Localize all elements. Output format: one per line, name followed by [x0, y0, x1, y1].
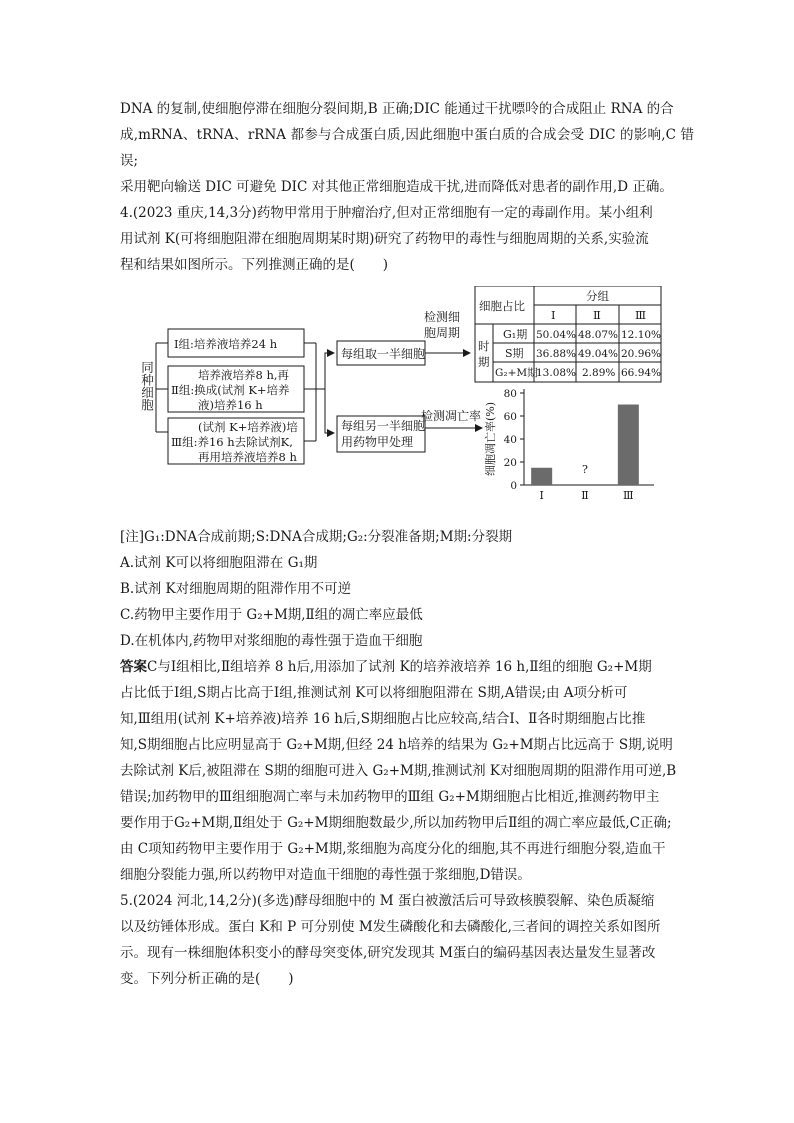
text-line	[120, 252, 694, 278]
chart-y-tick-label: 60	[503, 411, 517, 423]
option-b: B.试剂 K对细胞周期的阻滞作用不可逆	[120, 581, 352, 597]
figure-svg	[120, 286, 694, 518]
text-line: 错误;加药物甲的Ⅲ组细胞凋亡率与未加药物甲的Ⅲ组 G₂+M期细胞占比相近,推测药物甲主	[120, 789, 660, 805]
group-3-line: 再用培养液培养8 h	[198, 450, 297, 464]
answer-label: 答案	[120, 659, 147, 675]
answer-text: C与Ⅰ组相比,Ⅱ组培养 8 h后,用添加了试剂 K的培养液培养 16 h,Ⅱ组的细胞 G₂+M期	[147, 659, 652, 675]
text-line: 示。现有一株细胞体积变小的酵母突变体,研究发现其 M蛋白的编码基因表达量发生显著改	[120, 945, 656, 961]
table-cell: 20.96%	[621, 348, 662, 360]
table-group-header: 分组	[586, 289, 609, 303]
group-2-line: Ⅱ组:换成(试剂 K+培养	[171, 383, 290, 397]
table-cell: 49.04%	[578, 348, 619, 360]
options-list	[120, 550, 694, 654]
answer-explanation	[120, 654, 694, 888]
chart-x-tick-label: Ⅲ	[623, 489, 634, 502]
text-line: 由 C项知药物甲主要作用于 G₂+M期,浆细胞为高度分化的细胞,其不再进行细胞分裂,造血干	[120, 841, 666, 857]
arrow-1-line: 胞周期	[424, 326, 461, 340]
option-d: D.在机体内,药物甲对浆细胞的毒性强于造血干细胞	[120, 633, 423, 649]
text-line	[120, 966, 694, 992]
chart-x-tick-label: Ⅰ	[539, 489, 544, 502]
table-row-header: 时	[478, 339, 490, 353]
table-corner: 细胞占比	[479, 299, 525, 313]
text-line: 知,Ⅲ组用(试剂 K+培养液)培养 16 h后,S期细胞占比应较高,结合Ⅰ、Ⅱ各时期细胞占比推	[120, 711, 646, 727]
table-cell: 36.88%	[536, 348, 577, 360]
text-line: DNA 的复制,使细胞停滞在细胞分裂间期,B 正确;DIC 能通过干扰嘌呤的合成阻止 RNA 的合	[120, 101, 674, 117]
chart-bar	[531, 468, 552, 485]
chart-y-tick-label: 40	[503, 434, 517, 446]
table-row-label: G₂+M期	[495, 367, 538, 379]
experiment-figure	[120, 286, 694, 518]
text-line: 采用靶向输送 DIC 可避免 DIC 对其他正常细胞造成干扰,进而降低对患者的副作用,D 正确。	[120, 179, 673, 195]
table-cell: 12.10%	[621, 329, 662, 341]
text-line: 知,S期细胞占比应明显高于 G₂+M期,但经 24 h培养的结果为 G₂+M期占比远高于 S期,说明	[120, 737, 673, 753]
figure-note: [注]G₁:DNA合成前期;S:DNA合成期;G₂:分裂准备期;M期:分裂期	[120, 529, 513, 545]
text-line: 以及纺锤体形成。蛋白 K和 P 可分别使 M发生磷酸化和去磷酸化,三者间的调控关系如图所	[120, 919, 661, 935]
table-col-header: Ⅰ	[551, 308, 556, 322]
table-row-header: 期	[478, 355, 490, 369]
table-cell: 2.89%	[582, 367, 616, 379]
text-line: 去除试剂 K后,被阻滞在 S期的细胞可进入 G₂+M期,推测试剂 K对细胞周期的阻滞作用可逆,B	[120, 763, 677, 779]
intro-paragraph	[120, 96, 694, 200]
table-cell: 50.04%	[536, 329, 577, 341]
chart-bar	[618, 405, 639, 486]
arrow-2-label: 检测凋亡率	[421, 409, 482, 423]
arrow-1-line: 检测细	[424, 310, 461, 324]
text-line: 要作用于G₂+M期,Ⅱ组处于 G₂+M期细胞数最少,所以加药物甲后Ⅱ组的凋亡率应最低,C正确;	[120, 815, 672, 831]
chart-y-tick-label: 0	[510, 480, 517, 492]
group-2-line: 培养液培养8 h,再	[198, 368, 290, 382]
question-stem-end: 变。下列分析正确的是(	[120, 971, 261, 987]
table-cell: 13.08%	[536, 367, 577, 379]
source-char: 同种细胞	[139, 361, 155, 411]
table-col-header: Ⅱ	[593, 308, 601, 322]
chart-missing-label: ?	[582, 463, 588, 476]
text-line: 用试剂 K(可将细胞阻滞在细胞周期某时期)研究了药物甲的毒性与细胞周期的关系,实验流	[120, 231, 649, 247]
chart-y-tick-label: 80	[503, 388, 517, 400]
text-line: 成,mRNA、tRNA、rRNA 都参与合成蛋白质,因此细胞中蛋白质的合成会受 DIC 的影响,C 错误;	[120, 127, 694, 169]
option-c: C.药物甲主要作用于 G₂+M期,Ⅱ组的凋亡率应最低	[120, 607, 423, 623]
step-2-line: 每组另一半细胞	[341, 419, 426, 433]
cell-cycle-table	[475, 286, 661, 382]
chart-x-tick-label: Ⅱ	[581, 489, 589, 502]
group-1-label: Ⅰ组:培养液培养24 h	[174, 337, 278, 351]
question-stem-end: 程和结果如图所示。下列推测正确的是(	[120, 257, 355, 273]
table-col-header: Ⅲ	[635, 308, 647, 322]
table-row-label: G₁期	[503, 328, 528, 341]
text-line: 4.(2023 重庆,14,3分)药物甲常用于肿瘤治疗,但对正常细胞有一定的毒副作用。某小组利	[120, 205, 653, 221]
question-4	[120, 200, 694, 888]
text-line: 5.(2024 河北,14,2分)(多选)酵母细胞中的 M 蛋白被激活后可导致核膜裂解、染色质凝缩	[120, 893, 655, 909]
apoptosis-chart	[483, 388, 654, 502]
group-3-line: Ⅲ组:养16 h去除试剂K,	[171, 435, 293, 449]
chart-y-tick-label: 20	[503, 457, 517, 469]
text-line: 占比低于Ⅰ组,S期占比高于Ⅰ组,推测试剂 K可以将细胞阻滞在 S期,A错误;由 A项分析可	[120, 685, 628, 701]
close-paren: )	[288, 971, 294, 987]
table-row-label: S期	[505, 347, 524, 360]
group-3-line: (试剂 K+培养液)培	[198, 420, 298, 434]
chart-ylabel: 细胞凋亡率(%)	[484, 401, 497, 477]
page-content	[120, 96, 694, 992]
text-line: 细胞分裂能力强,所以药物甲对造血干细胞的毒性强于浆细胞,D错误。	[120, 867, 531, 883]
group-2-line: 液)培养16 h	[198, 398, 263, 412]
question-5	[120, 888, 694, 992]
text-line	[120, 654, 694, 680]
option-a: A.试剂 K可以将细胞阻滞在 G₁期	[120, 555, 318, 571]
table-cell: 48.07%	[578, 329, 619, 341]
table-cell: 66.94%	[621, 367, 662, 379]
close-paren: )	[382, 257, 389, 273]
step-1-label: 每组取一半细胞	[341, 347, 426, 361]
step-2-line: 用药物甲处理	[341, 435, 414, 449]
